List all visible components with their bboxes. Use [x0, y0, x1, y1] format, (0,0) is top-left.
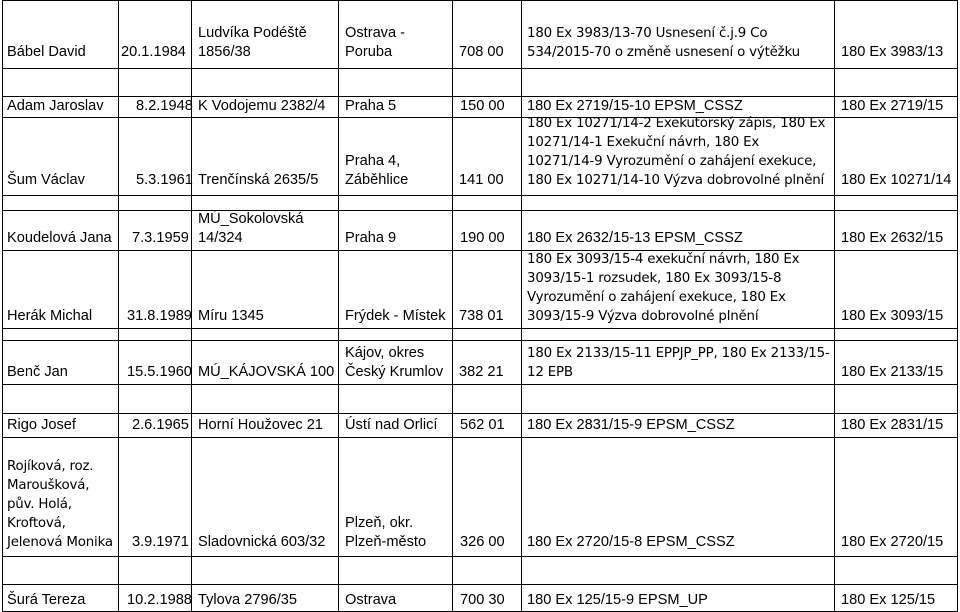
zip-cell: 141 00 — [459, 172, 504, 188]
city-cell: Ostrava - Poruba — [345, 25, 406, 60]
documents-cell: 180 Ex 10271/14-2 Exekutorský zápis, 180 Ex 10271/14-1 Exekuční návrh, 180 Ex 10271/14-9 Vyrozumění o zahájení exekuce, 180 Ex 10271/14-10 Výzva dobrovolné plnění — [527, 116, 826, 188]
case-number-cell: 180 Ex 2632/15 — [841, 230, 944, 246]
zip-cell: 700 30 — [460, 592, 505, 608]
address-cell: Sladovnická 603/32 — [198, 534, 326, 550]
city-cell: Ostrava — [345, 592, 397, 608]
birth-date-cell: 2.6.1965 — [132, 417, 189, 433]
birth-date-cell: 5.3.1961 — [136, 172, 193, 188]
documents-cell: 180 Ex 3983/13-70 Usnesení č.j.9 Co 534/2015-70 o změně usnesení o výtěžku — [527, 26, 800, 60]
address-cell: Trenčínská 2635/5 — [198, 172, 319, 188]
name-cell: Rigo Josef — [7, 417, 76, 433]
birth-date-cell: 10.2.1988 — [127, 592, 192, 608]
name-cell: Bábel David — [7, 44, 86, 60]
case-number-cell: 180 Ex 2719/15 — [841, 98, 944, 114]
birth-date-cell: 7.3.1959 — [132, 230, 189, 246]
birth-date-cell: 8.2.1948 — [136, 98, 193, 114]
address-cell: Míru 1345 — [198, 308, 264, 324]
documents-cell: 180 Ex 2133/15-11 EPPJP_PP, 180 Ex 2133/15-12 EPB — [527, 346, 830, 380]
city-cell: Plzeň, okr. Plzeň-město — [345, 515, 427, 550]
name-cell: Herák Michal — [7, 308, 93, 324]
city-cell: Praha 5 — [345, 98, 397, 114]
address-cell: Tylova 2796/35 — [198, 592, 297, 608]
city-cell: Kájov, okres Český Krumlov — [345, 345, 444, 380]
city-cell: Praha 9 — [345, 230, 397, 246]
zip-cell: 382 21 — [459, 364, 504, 380]
documents-cell: 180 Ex 125/15-9 EPSM_UP — [527, 592, 708, 608]
case-number-cell: 180 Ex 3093/15 — [841, 308, 944, 324]
documents-cell: 180 Ex 3093/15-4 exekuční návrh, 180 Ex 3093/15-1 rozsudek, 180 Ex 3093/15-8 Vyrozumění o zahájení exekuce, 180 Ex 3093/15-9 Výzva dobrovolné plnění — [527, 252, 800, 324]
city-cell: Praha 4, Záběhlice — [345, 153, 409, 188]
documents-cell: 180 Ex 2720/15-8 EPSM_CSSZ — [527, 534, 735, 550]
case-number-cell: 180 Ex 2133/15 — [841, 364, 944, 380]
zip-cell: 738 01 — [459, 308, 504, 324]
case-number-cell: 180 Ex 2831/15 — [841, 417, 944, 433]
birth-date-cell: 3.9.1971 — [132, 534, 189, 550]
zip-cell: 326 00 — [460, 534, 505, 550]
birth-date-cell: 20.1.1984 — [121, 44, 186, 60]
case-number-cell: 180 Ex 3983/13 — [841, 44, 944, 60]
city-cell: Frýdek - Místek — [345, 308, 446, 324]
address-cell: K Vodojemu 2382/4 — [198, 98, 326, 114]
case-number-cell: 180 Ex 2720/15 — [841, 534, 944, 550]
documents-cell: 180 Ex 2719/15-10 EPSM_CSSZ — [527, 98, 743, 114]
address-cell: MÚ_KÁJOVSKÁ 100 — [198, 364, 335, 380]
case-number-cell: 180 Ex 10271/14 — [841, 172, 952, 188]
address-cell: Ludvíka Podéště 1856/38 — [198, 25, 307, 60]
city-cell: Ústí nad Orlicí — [345, 417, 438, 433]
name-cell: Šum Václav — [7, 172, 85, 188]
address-cell: Horní Houžovec 21 — [198, 417, 323, 433]
name-cell: Adam Jaroslav — [7, 98, 104, 114]
zip-cell: 190 00 — [460, 230, 505, 246]
documents-cell: 180 Ex 2632/15-13 EPSM_CSSZ — [527, 230, 743, 246]
zip-cell: 562 01 — [460, 417, 505, 433]
name-cell: Šurá Tereza — [7, 592, 86, 608]
name-cell: Koudelová Jana — [7, 230, 112, 246]
zip-cell: 150 00 — [460, 98, 505, 114]
birth-date-cell: 15.5.1960 — [127, 364, 192, 380]
name-cell: Rojíková, roz. Maroušková, pův. Holá, Kroftová, Jelenová Monika — [7, 459, 113, 550]
documents-cell: 180 Ex 2831/15-9 EPSM_CSSZ — [527, 417, 735, 433]
zip-cell: 708 00 — [459, 44, 504, 60]
birth-date-cell: 31.8.1989 — [127, 308, 192, 324]
case-number-cell: 180 Ex 125/15 — [841, 592, 936, 608]
address-cell: MÚ_Sokolovská 14/324 — [198, 211, 304, 246]
name-cell: Benč Jan — [7, 364, 68, 380]
